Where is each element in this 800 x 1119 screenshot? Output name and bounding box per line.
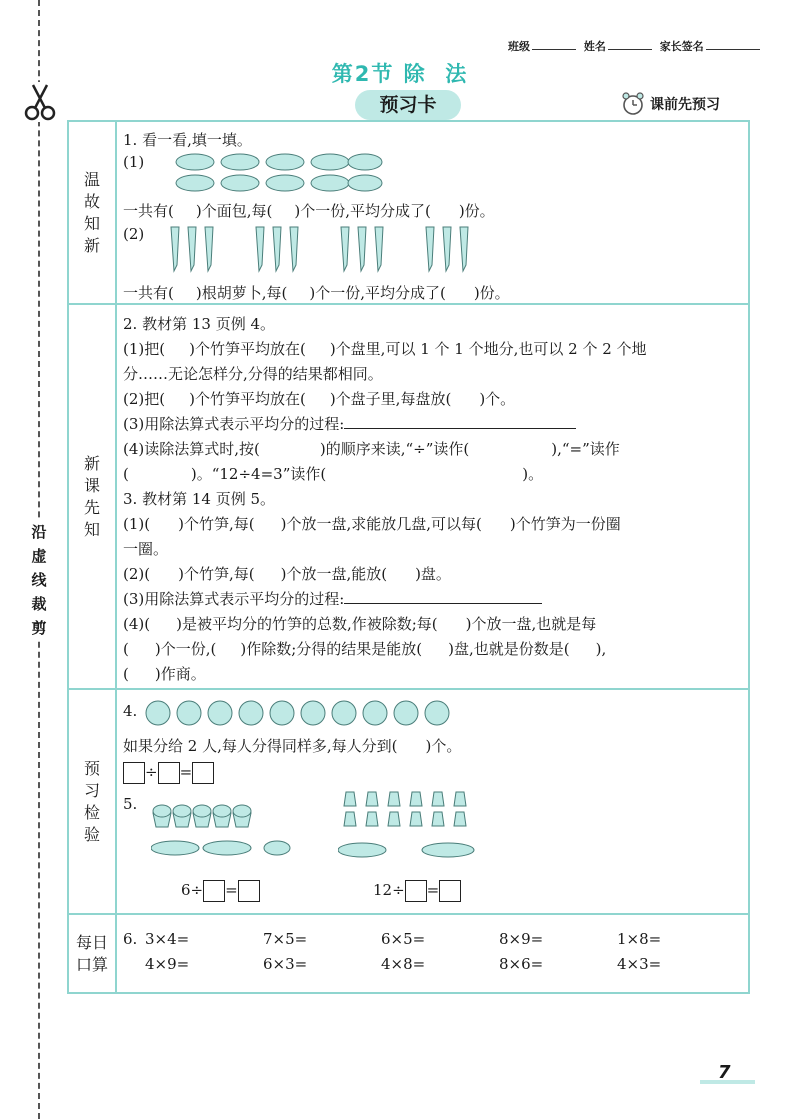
bamboo-shoots-plates-image	[338, 790, 478, 865]
daily-mental-math-label: 每日口算	[69, 915, 117, 992]
q2-line-e: (4)读除法算式时,按( )的顺序来读,“÷”读作( ),“=”读作	[123, 440, 620, 458]
card-title: 预习卡	[355, 90, 461, 120]
q5-number: 5.	[123, 795, 138, 813]
q3-title: 3. 教材第 14 页例 5。	[123, 490, 276, 508]
q3-line-f: ( )个一份,( )作除数;分得的结果是能放( )盘,也就是份数是( ),	[123, 640, 607, 658]
q4-dividend-box[interactable]	[123, 762, 145, 784]
preview-check-section	[69, 690, 748, 915]
bread-loaves-image	[175, 151, 385, 195]
q3-line-g: ( )作商。	[123, 665, 206, 683]
q4-text: 如果分给 2 人,每人分得同样多,每人分到( )个。	[123, 737, 462, 755]
cupcakes-plates-image	[151, 795, 291, 865]
review-section	[69, 122, 748, 305]
q6-item: 8×6=	[499, 955, 544, 973]
q2-equation-blank[interactable]	[344, 428, 576, 429]
q2-line-c: (2)把( )个竹笋平均放在( )个盘子里,每盘放( )个。	[123, 390, 516, 408]
q1-line1: 一共有( )个面包,每( )个一份,平均分成了( )份。	[123, 202, 495, 220]
parent-signature-field[interactable]	[706, 49, 760, 50]
parent-signature-label: 家长签名	[659, 40, 704, 53]
new-lesson-label: 新课先知	[69, 305, 117, 688]
class-label: 班级	[508, 40, 530, 53]
name-field[interactable]	[608, 49, 652, 50]
section-title: 第2节 除 法	[331, 62, 469, 86]
q6-item: 6×5=	[381, 930, 426, 948]
carrots-image	[165, 225, 505, 275]
student-info	[508, 38, 764, 54]
page-number: 7	[718, 1062, 731, 1083]
q5-quotient-box-2[interactable]	[439, 880, 461, 902]
q3-equation-blank[interactable]	[344, 603, 542, 604]
q2-line-f: ( )。“12÷4=3”读作( )。	[123, 465, 544, 483]
q5-quotient-box-1[interactable]	[238, 880, 260, 902]
preview-badge	[620, 92, 720, 116]
q6-item: 8×9=	[499, 930, 544, 948]
q4-divisor-box[interactable]	[158, 762, 180, 784]
class-field[interactable]	[532, 49, 576, 50]
preview-check-label: 预习检验	[69, 690, 117, 913]
q5-equation-2: 12÷ =	[373, 880, 461, 902]
q4-number: 4.	[123, 702, 138, 720]
q1-title: 1. 看一看,填一填。	[123, 131, 252, 149]
q6-item: 4×9=	[145, 955, 190, 973]
q2-line-a: (1)把( )个竹笋平均放在( )个盘里,可以 1 个 1 个地分,也可以 2 个 2 个地	[123, 340, 647, 358]
q4-quotient-box[interactable]	[192, 762, 214, 784]
q6-item: 6×3=	[263, 955, 308, 973]
q3-line-c: (2)( )个竹笋,每( )个放一盘,能放( )盘。	[123, 565, 451, 583]
q1-part2-label: (2)	[123, 225, 145, 243]
q5-divisor-box-1[interactable]	[203, 880, 225, 902]
q2-line-d: (3)用除法算式表示平均分的过程:	[123, 413, 576, 434]
q1-line2: 一共有( )根胡萝卜,每( )个一份,平均分成了( )份。	[123, 284, 510, 302]
name-label: 姓名	[583, 40, 606, 53]
q6-number: 6.	[123, 930, 138, 948]
q6-item: 3×4=	[145, 930, 190, 948]
q3-line-d: (3)用除法算式表示平均分的过程:	[123, 588, 542, 609]
cut-along-line-text: 沿虚线裁剪	[26, 520, 52, 640]
apples-image	[145, 698, 465, 728]
alarm-clock-icon	[620, 92, 646, 116]
new-lesson-section	[69, 305, 748, 690]
q3-line-b: 一圈。	[123, 540, 169, 558]
scissors-icon	[22, 82, 58, 122]
q1-part1-label: (1)	[123, 153, 145, 171]
q4-equation: ÷ =	[123, 762, 214, 784]
q6-item: 4×8=	[381, 955, 426, 973]
q6-item: 7×5=	[263, 930, 308, 948]
review-label: 温故知新	[69, 122, 117, 303]
preview-badge-text: 课前先预习	[650, 97, 720, 113]
q2-title: 2. 教材第 13 页例 4。	[123, 315, 276, 333]
q3-line-a: (1)( )个竹笋,每( )个放一盘,求能放几盘,可以每( )个竹笋为一份圈	[123, 515, 621, 533]
q6-item: 4×3=	[617, 955, 662, 973]
q2-line-b: 分……无论怎样分,分得的结果都相同。	[123, 365, 383, 383]
q3-line-e: (4)( )是被平均分的竹笋的总数,作被除数;每( )个放一盘,也就是每	[123, 615, 597, 633]
daily-mental-math-section	[69, 915, 748, 992]
q5-equation-1: 6÷ =	[181, 880, 260, 902]
worksheet-frame	[67, 120, 750, 994]
q5-divisor-box-2[interactable]	[405, 880, 427, 902]
q6-item: 1×8=	[617, 930, 662, 948]
